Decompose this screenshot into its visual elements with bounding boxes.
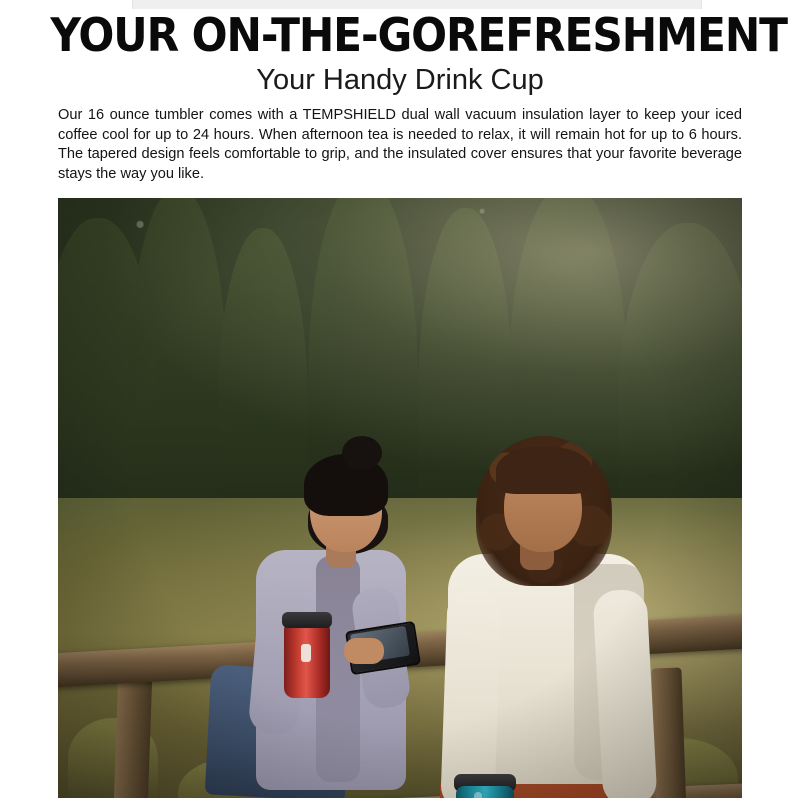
lifestyle-photo [58,198,742,798]
page-title: YOUR ON-THE-GOREFRESHMENT [50,8,787,62]
page-subtitle: Your Handy Drink Cup [256,64,544,96]
photo-vignette [58,198,742,798]
product-description-text: Our 16 ounce tumbler comes with a TEMPSHIELD dual wall vacuum insulation layer to keep your iced coffee cool for up to 24 hours. When afternoon tea is needed to relax, it will remain hot for up to 6 hours. The tapered design feels comfortable to grip, and the insulated cover ensures that your favorite beverage stays the way you like. [58,107,742,182]
